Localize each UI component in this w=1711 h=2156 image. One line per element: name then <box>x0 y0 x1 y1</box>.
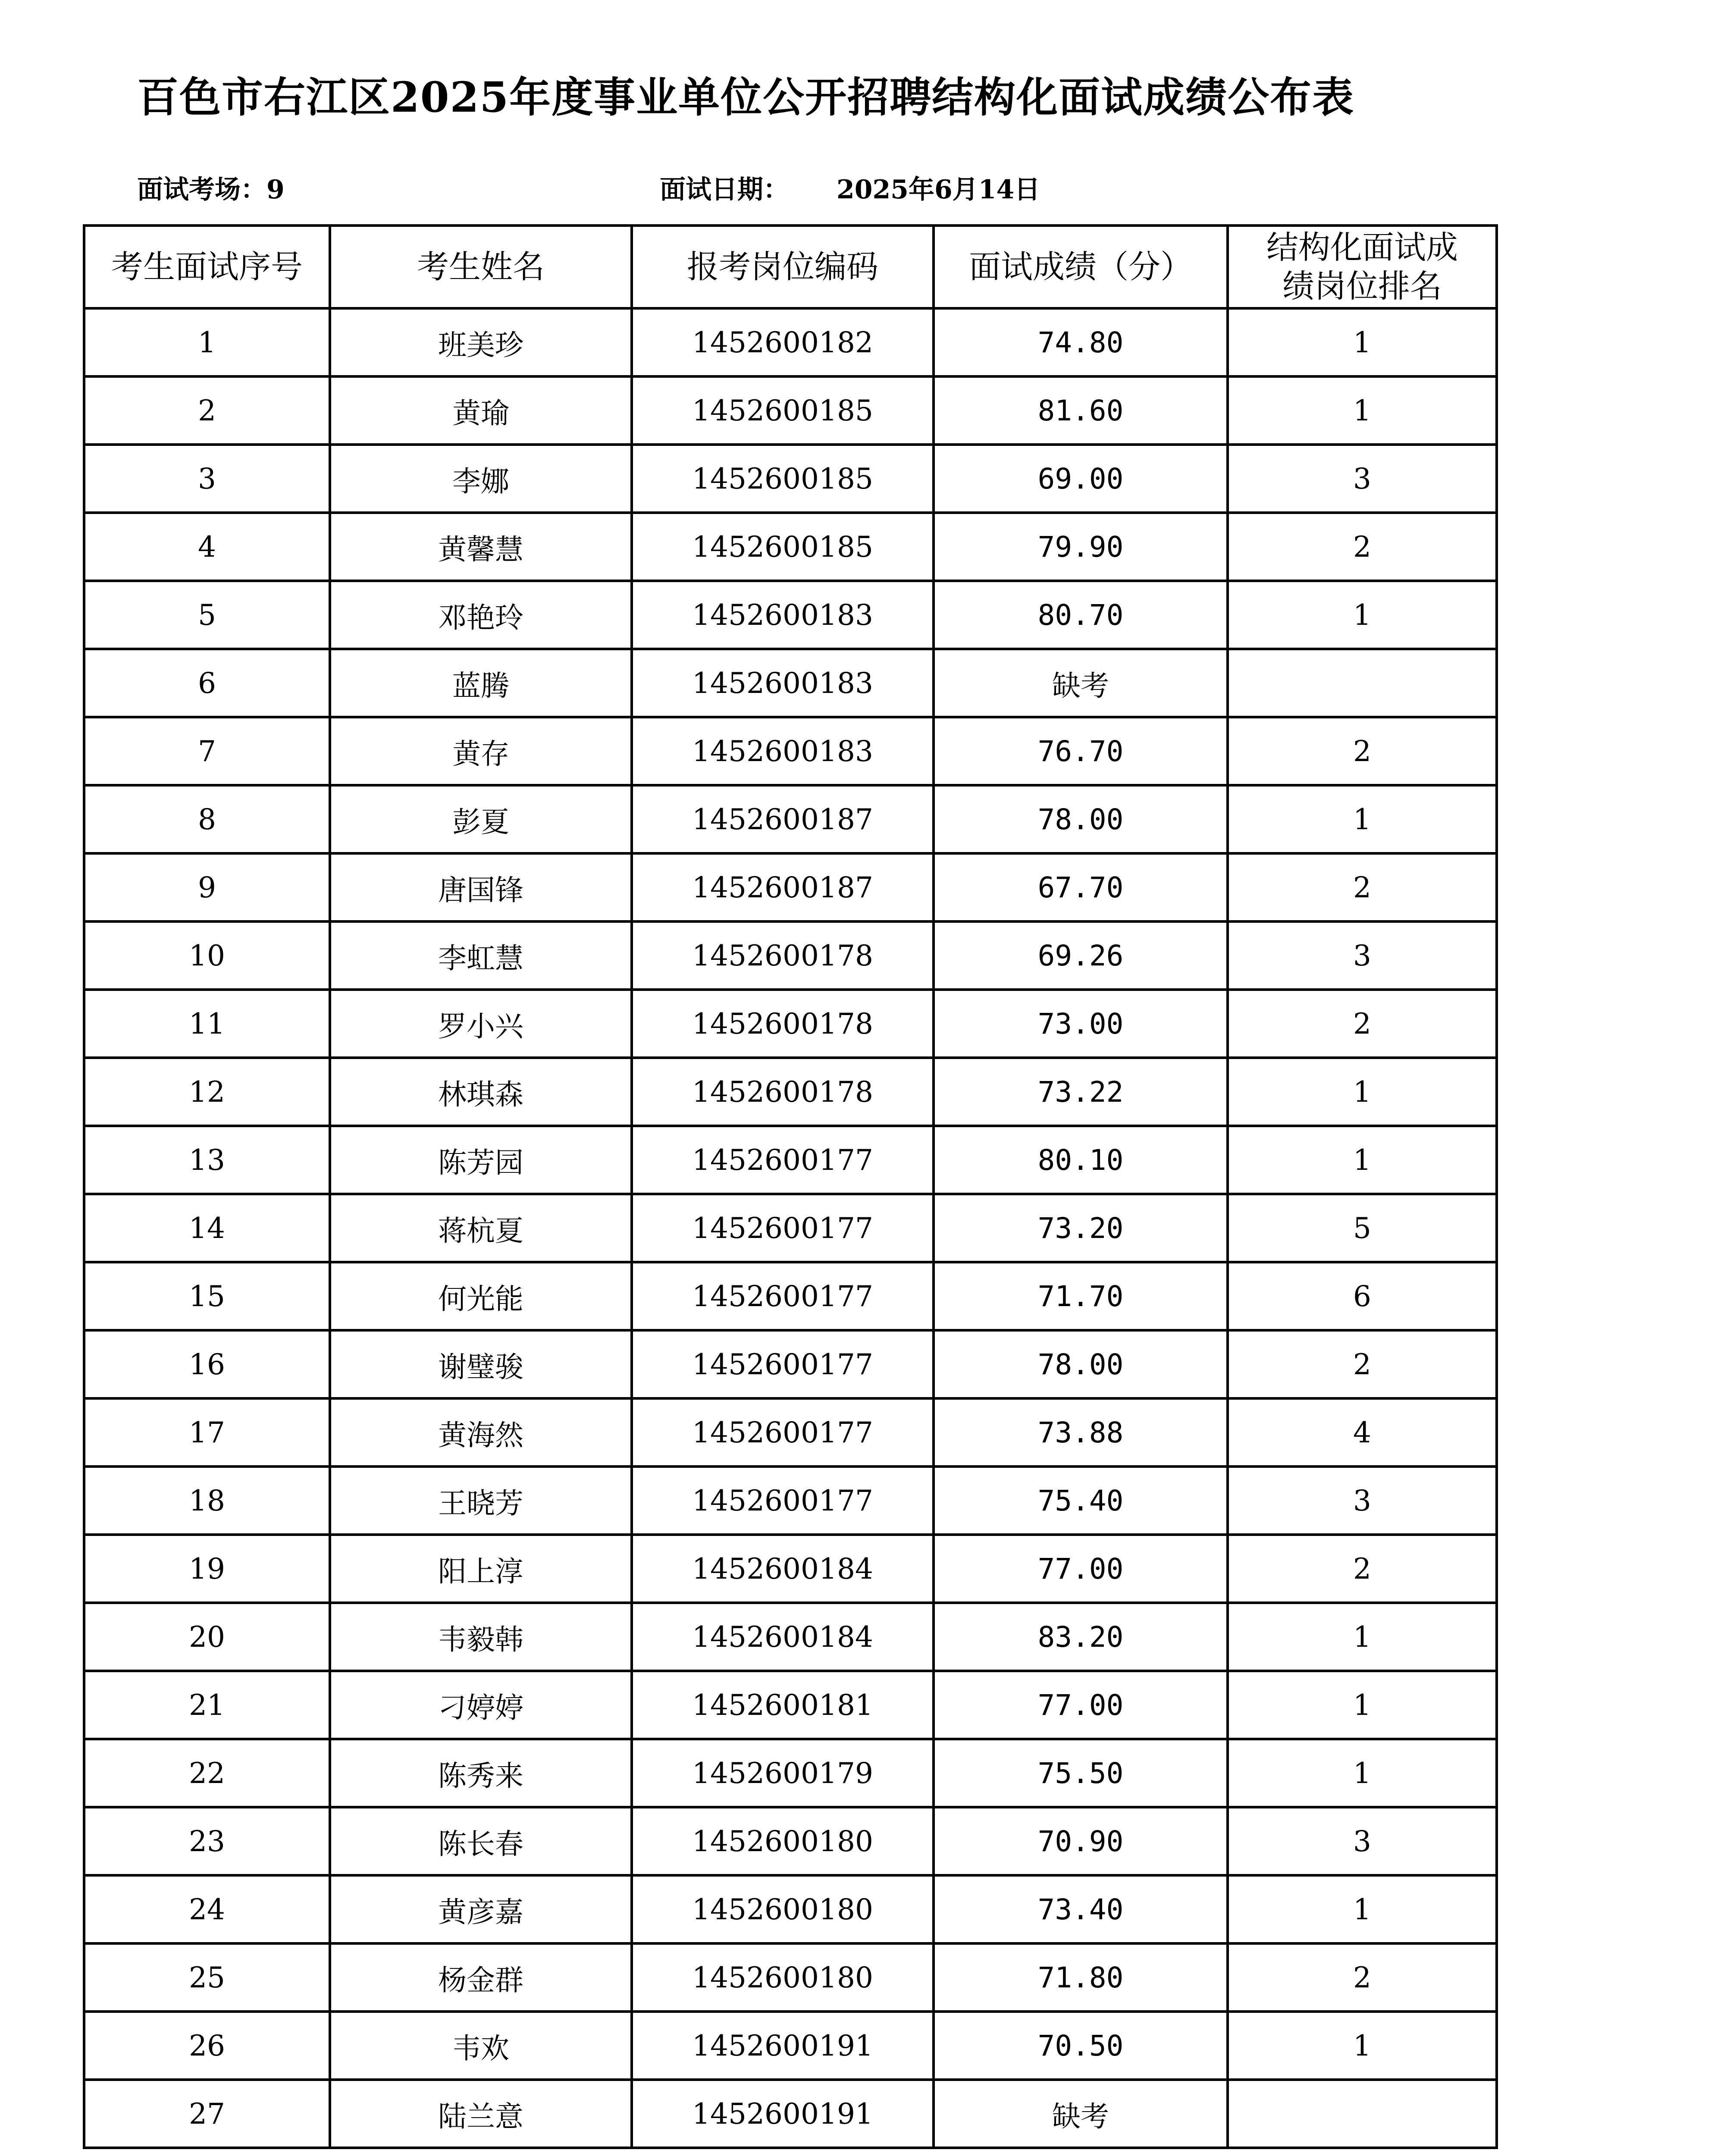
cell-code: 1452600178 <box>632 1058 934 1126</box>
cell-name: 蒋杭夏 <box>330 1194 632 1262</box>
table-row <box>84 513 1497 581</box>
cell-seq: 25 <box>84 1943 330 2012</box>
cell-seq: 1 <box>84 308 330 376</box>
cell-seq: 5 <box>84 581 330 649</box>
table-body <box>84 308 1497 2148</box>
cell-name: 邓艳玲 <box>330 581 632 649</box>
cell-score: 79.90 <box>934 513 1228 581</box>
cell-name: 陈长春 <box>330 1807 632 1875</box>
cell-seq: 9 <box>84 853 330 921</box>
cell-code: 1452600178 <box>632 921 934 990</box>
cell-seq: 24 <box>84 1875 330 1943</box>
cell-name: 王晓芳 <box>330 1467 632 1535</box>
cell-code: 1452600177 <box>632 1398 934 1467</box>
exam-room-value: 9 <box>266 175 285 205</box>
cell-rank: 3 <box>1228 445 1497 513</box>
cell-code: 1452600185 <box>632 513 934 581</box>
cell-rank: 1 <box>1228 1671 1497 1739</box>
cell-rank: 1 <box>1228 581 1497 649</box>
table-row <box>84 1467 1497 1535</box>
cell-name: 黄馨慧 <box>330 513 632 581</box>
cell-rank: 2 <box>1228 990 1497 1058</box>
cell-code: 1452600179 <box>632 1739 934 1807</box>
table-row <box>84 1058 1497 1126</box>
cell-name: 蓝腾 <box>330 649 632 717</box>
table-row <box>84 1398 1497 1467</box>
table-row <box>84 376 1497 445</box>
cell-name: 谢璧骏 <box>330 1330 632 1398</box>
cell-seq: 12 <box>84 1058 330 1126</box>
cell-rank: 2 <box>1228 717 1497 785</box>
table-row <box>84 308 1497 376</box>
table-row <box>84 2080 1497 2148</box>
cell-name: 唐国锋 <box>330 853 632 921</box>
table-row <box>84 1739 1497 1807</box>
cell-code: 1452600185 <box>632 376 934 445</box>
cell-code: 1452600177 <box>632 1467 934 1535</box>
cell-name: 刁婷婷 <box>330 1671 632 1739</box>
cell-score: 77.00 <box>934 1535 1228 1603</box>
cell-code: 1452600184 <box>632 1603 934 1671</box>
cell-seq: 16 <box>84 1330 330 1398</box>
table-row <box>84 1671 1497 1739</box>
cell-seq: 27 <box>84 2080 330 2148</box>
cell-name: 彭夏 <box>330 785 632 853</box>
cell-rank: 1 <box>1228 1126 1497 1194</box>
cell-name: 李虹慧 <box>330 921 632 990</box>
cell-seq: 8 <box>84 785 330 853</box>
cell-name: 何光能 <box>330 1262 632 1330</box>
cell-seq: 23 <box>84 1807 330 1875</box>
cell-score: 75.40 <box>934 1467 1228 1535</box>
table-header-row <box>84 226 1497 308</box>
cell-rank: 1 <box>1228 1058 1497 1126</box>
cell-name: 陈秀来 <box>330 1739 632 1807</box>
cell-name: 黄彦嘉 <box>330 1875 632 1943</box>
cell-rank: 2 <box>1228 1535 1497 1603</box>
cell-name: 黄存 <box>330 717 632 785</box>
cell-code: 1452600180 <box>632 1807 934 1875</box>
cell-code: 1452600177 <box>632 1126 934 1194</box>
cell-score: 71.80 <box>934 1943 1228 2012</box>
cell-name: 黄瑜 <box>330 376 632 445</box>
cell-score: 78.00 <box>934 1330 1228 1398</box>
cell-name: 黄海然 <box>330 1398 632 1467</box>
cell-seq: 13 <box>84 1126 330 1194</box>
cell-name: 罗小兴 <box>330 990 632 1058</box>
cell-score: 69.00 <box>934 445 1228 513</box>
header-code: 报考岗位编码 <box>632 226 934 308</box>
cell-score: 缺考 <box>934 649 1228 717</box>
table-row <box>84 1194 1497 1262</box>
exam-room <box>137 169 285 206</box>
header-rank: 结构化面试成绩岗位排名 <box>1228 226 1497 308</box>
cell-score: 73.88 <box>934 1398 1228 1467</box>
cell-seq: 15 <box>84 1262 330 1330</box>
cell-seq: 10 <box>84 921 330 990</box>
cell-seq: 4 <box>84 513 330 581</box>
table-row <box>84 717 1497 785</box>
table-row <box>84 2012 1497 2080</box>
cell-code: 1452600183 <box>632 581 934 649</box>
table-row <box>84 1330 1497 1398</box>
cell-score: 76.70 <box>934 717 1228 785</box>
cell-seq: 18 <box>84 1467 330 1535</box>
table-row <box>84 1262 1497 1330</box>
cell-code: 1452600187 <box>632 853 934 921</box>
score-table <box>83 224 1498 2149</box>
cell-code: 1452600181 <box>632 1671 934 1739</box>
exam-date-label: 面试日期： <box>660 175 789 205</box>
cell-score: 73.22 <box>934 1058 1228 1126</box>
cell-rank: 1 <box>1228 376 1497 445</box>
cell-code: 1452600178 <box>632 990 934 1058</box>
table-row <box>84 853 1497 921</box>
cell-rank: 3 <box>1228 1467 1497 1535</box>
cell-score: 73.00 <box>934 990 1228 1058</box>
cell-seq: 19 <box>84 1535 330 1603</box>
cell-rank: 1 <box>1228 308 1497 376</box>
cell-score: 缺考 <box>934 2080 1228 2148</box>
table-row <box>84 581 1497 649</box>
cell-rank: 2 <box>1228 1330 1497 1398</box>
table-row <box>84 445 1497 513</box>
cell-name: 陆兰意 <box>330 2080 632 2148</box>
cell-seq: 14 <box>84 1194 330 1262</box>
cell-score: 70.50 <box>934 2012 1228 2080</box>
table-row <box>84 785 1497 853</box>
cell-score: 75.50 <box>934 1739 1228 1807</box>
cell-rank: 2 <box>1228 1943 1497 2012</box>
table-row <box>84 1535 1497 1603</box>
cell-code: 1452600191 <box>632 2012 934 2080</box>
cell-code: 1452600180 <box>632 1875 934 1943</box>
cell-name: 阳上淳 <box>330 1535 632 1603</box>
table-row <box>84 990 1497 1058</box>
cell-rank: 1 <box>1228 1739 1497 1807</box>
cell-code: 1452600191 <box>632 2080 934 2148</box>
cell-score: 67.70 <box>934 853 1228 921</box>
cell-seq: 2 <box>84 376 330 445</box>
cell-seq: 26 <box>84 2012 330 2080</box>
cell-score: 73.20 <box>934 1194 1228 1262</box>
cell-rank: 1 <box>1228 1603 1497 1671</box>
table-row <box>84 1875 1497 1943</box>
cell-code: 1452600177 <box>632 1330 934 1398</box>
exam-date <box>660 169 1040 206</box>
cell-rank: 2 <box>1228 853 1497 921</box>
exam-room-label: 面试考场： <box>137 175 266 205</box>
exam-date-value: 2025年6月14日 <box>837 175 1040 205</box>
cell-name: 班美珍 <box>330 308 632 376</box>
cell-code: 1452600180 <box>632 1943 934 2012</box>
cell-seq: 20 <box>84 1603 330 1671</box>
cell-seq: 21 <box>84 1671 330 1739</box>
cell-name: 韦毅韩 <box>330 1603 632 1671</box>
cell-code: 1452600182 <box>632 308 934 376</box>
cell-code: 1452600183 <box>632 717 934 785</box>
cell-code: 1452600177 <box>632 1194 934 1262</box>
cell-rank <box>1228 649 1497 717</box>
cell-rank: 6 <box>1228 1262 1497 1330</box>
cell-name: 韦欢 <box>330 2012 632 2080</box>
cell-seq: 7 <box>84 717 330 785</box>
cell-rank: 1 <box>1228 2012 1497 2080</box>
cell-score: 80.10 <box>934 1126 1228 1194</box>
cell-code: 1452600183 <box>632 649 934 717</box>
cell-code: 1452600187 <box>632 785 934 853</box>
cell-score: 80.70 <box>934 581 1228 649</box>
cell-score: 73.40 <box>934 1875 1228 1943</box>
cell-score: 83.20 <box>934 1603 1228 1671</box>
cell-score: 71.70 <box>934 1262 1228 1330</box>
cell-seq: 6 <box>84 649 330 717</box>
table-row <box>84 1807 1497 1875</box>
cell-rank: 3 <box>1228 921 1497 990</box>
cell-name: 林琪森 <box>330 1058 632 1126</box>
table-row <box>84 1603 1497 1671</box>
cell-seq: 3 <box>84 445 330 513</box>
cell-score: 81.60 <box>934 376 1228 445</box>
cell-rank: 1 <box>1228 785 1497 853</box>
cell-seq: 11 <box>84 990 330 1058</box>
table-row <box>84 649 1497 717</box>
cell-code: 1452600177 <box>632 1262 934 1330</box>
cell-name: 陈芳园 <box>330 1126 632 1194</box>
page-title: 百色市右江区2025年度事业单位公开招聘结构化面试成绩公布表 <box>137 73 1355 122</box>
header-score: 面试成绩（分） <box>934 226 1228 308</box>
table-row <box>84 921 1497 990</box>
cell-seq: 17 <box>84 1398 330 1467</box>
cell-score: 74.80 <box>934 308 1228 376</box>
cell-score: 69.26 <box>934 921 1228 990</box>
table-row <box>84 1126 1497 1194</box>
cell-score: 70.90 <box>934 1807 1228 1875</box>
cell-name: 李娜 <box>330 445 632 513</box>
header-seq: 考生面试序号 <box>84 226 330 308</box>
table-row <box>84 1943 1497 2012</box>
cell-code: 1452600185 <box>632 445 934 513</box>
cell-score: 77.00 <box>934 1671 1228 1739</box>
cell-rank: 1 <box>1228 1875 1497 1943</box>
cell-score: 78.00 <box>934 785 1228 853</box>
cell-seq: 22 <box>84 1739 330 1807</box>
header-name: 考生姓名 <box>330 226 632 308</box>
cell-code: 1452600184 <box>632 1535 934 1603</box>
cell-rank: 4 <box>1228 1398 1497 1467</box>
cell-rank: 5 <box>1228 1194 1497 1262</box>
cell-rank: 2 <box>1228 513 1497 581</box>
cell-name: 杨金群 <box>330 1943 632 2012</box>
cell-rank <box>1228 2080 1497 2148</box>
cell-rank: 3 <box>1228 1807 1497 1875</box>
